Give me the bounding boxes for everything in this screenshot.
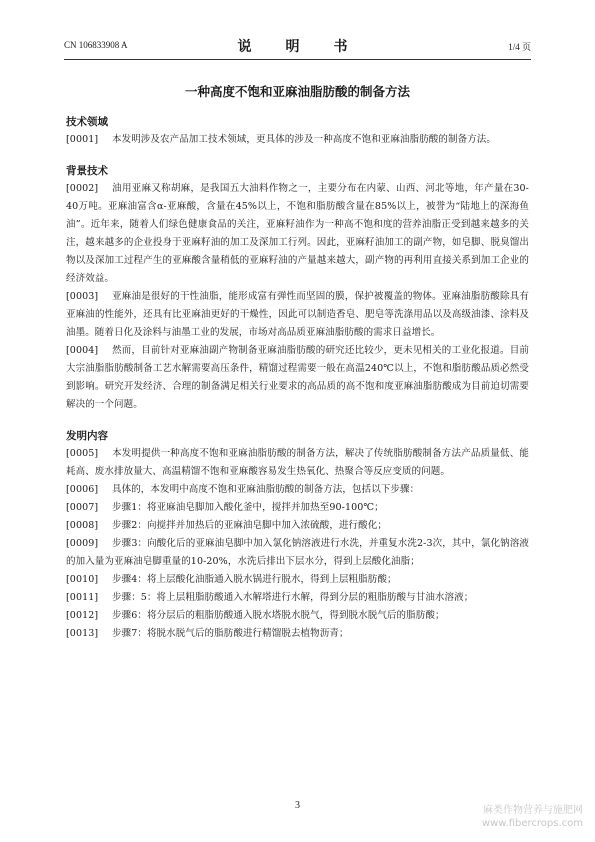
document-type-title: 说 明 书 [237, 39, 358, 55]
page-indicator: 1/4 页 [508, 42, 531, 52]
paragraph-text: 本发明涉及农产品加工技术领域，更具体的涉及一种高度不饱和亚麻油脂肪酸的制备方法。 [112, 134, 497, 145]
paragraph [66, 131, 529, 149]
paragraph [66, 342, 529, 414]
paragraph [66, 180, 529, 288]
document-body [66, 113, 529, 643]
paragraph-text: 步骤6：将分层后的粗脂肪酸通入脱水塔脱水脱气，得到脱水脱气后的脂肪酸； [112, 610, 445, 621]
paragraph [66, 607, 529, 625]
invention-title: 一种高度不饱和亚麻油脂肪酸的制备方法 [184, 84, 410, 99]
watermark-url: www.fibercrops.com [481, 818, 583, 829]
paragraph [66, 571, 529, 589]
paragraph-number: [0010] [66, 574, 99, 585]
section-heading: 技术领域 [66, 116, 108, 128]
paragraph-text: 步骤：5：将上层粗脂肪酸通入水解塔进行水解，得到分层的粗脂肪酸与甘油水溶液； [112, 592, 474, 603]
paragraph [66, 481, 529, 499]
paragraph-text: 油用亚麻又称胡麻，是我国五大油料作物之一，主要分布在内蒙、山西、河北等地，年产量在30-40万吨。亚麻油富含α-亚麻酸，含量在45%以上，不饱和脂肪酸含量在85%以上，被誉为“陆地上的深海鱼油”。近年来，随着人们绿色健康食品的关注，亚麻籽油作为一种高不饱和度的营养油脂正受到越来越多的关注，越来越多的企业投身于亚麻籽油的加工及深加工行列。因此，亚麻籽油加工的副产物，如皂脚、脱臭馏出物以及深加工过程产生的亚麻酸含量稍低的亚麻籽油的产量越来越大，副产物的再利用直接关系到加工企业的经济效益。 [66, 183, 529, 284]
paragraph-number: [0012] [66, 610, 99, 621]
page-header [64, 36, 531, 56]
paragraph-number: [0008] [66, 520, 99, 531]
paragraph [66, 535, 529, 571]
paragraph-text: 步骤2：向搅拌并加热后的亚麻油皂脚中加入浓硫酸，进行酸化； [112, 520, 387, 531]
page-number: 3 [295, 800, 300, 811]
paragraph [66, 288, 529, 342]
site-watermark [482, 804, 583, 830]
paragraph-text: 步骤7：将脱水脱气后的脂肪酸进行精馏脱去植物沥青； [112, 628, 349, 639]
patent-number: CN 106833908 A [64, 40, 128, 50]
paragraph-text: 步骤1：将亚麻油皂脚加入酸化釜中，搅拌并加热至90-100℃； [112, 502, 384, 513]
watermark-site-name: 麻类作物营养与施肥网 [483, 805, 583, 816]
paragraph-text: 然而，目前针对亚麻油副产物制备亚麻油脂肪酸的研究还比较少，更未见相关的工业化报道。目前大宗油脂脂肪酸制备工艺水解需要高压条件，精馏过程需要一般在高温240℃以上，不饱和脂肪酸品质必然受到影响。研究开发经济、合理的制备满足相关行业要求的高品质的高不饱和度亚麻油脂肪酸成为目前迫切需要解决的一个问题。 [66, 345, 529, 410]
header-divider [64, 59, 531, 60]
paragraph-number: [0001] [66, 134, 99, 145]
paragraph [66, 499, 529, 517]
paragraph-number: [0002] [66, 183, 99, 194]
paragraph [66, 589, 529, 607]
paragraph [66, 625, 529, 643]
paragraph-number: [0013] [66, 628, 99, 639]
paragraph [66, 445, 529, 481]
paragraph-text: 步骤4：将上层酸化油脂通入脱水锅进行脱水，得到上层粗脂肪酸； [112, 574, 397, 585]
paragraph-number: [0007] [66, 502, 99, 513]
paragraph-text: 亚麻油是很好的干性油脂，能形成富有弹性而坚固的膜，保护被覆盖的物体。亚麻油脂肪酸除具有亚麻油的性能外，还具有比亚麻油更好的干燥性，因此可以制造香皂、肥皂等洗涤用品以及高级油漆、涂料及油墨。随着日化及涂料与油墨工业的发展，市场对高品质亚麻油脂肪酸的需求日益增长。 [66, 291, 529, 338]
paragraph-number: [0009] [66, 538, 99, 549]
paragraph-number: [0003] [66, 291, 99, 302]
paragraph-text: 步骤3：向酸化后的亚麻油皂脚中加入氯化钠溶液进行水洗，并重复水洗2-3次，其中，氯化钠溶液的加入量为亚麻油皂脚重量的10-20%，水洗后排出下层水分，得到上层酸化油脂； [66, 538, 529, 567]
section-heading: 背景技术 [66, 165, 108, 177]
paragraph-number: [0004] [66, 345, 99, 356]
paragraph-text: 具体的，本发明中高度不饱和亚麻油脂肪酸的制备方法，包括以下步骤： [112, 484, 420, 495]
paragraph-number: [0011] [66, 592, 99, 603]
section-heading: 发明内容 [66, 430, 108, 442]
paragraph-text: 本发明提供一种高度不饱和亚麻油脂肪酸的制备方法，解决了传统脂肪酸制备方法产品质量低、能耗高、废水排放量大、高温精馏不饱和亚麻酸容易发生热氧化、热聚合等反应变质的问题。 [66, 448, 529, 477]
paragraph [66, 517, 529, 535]
paragraph-number: [0005] [66, 448, 99, 459]
paragraph-number: [0006] [66, 484, 99, 495]
